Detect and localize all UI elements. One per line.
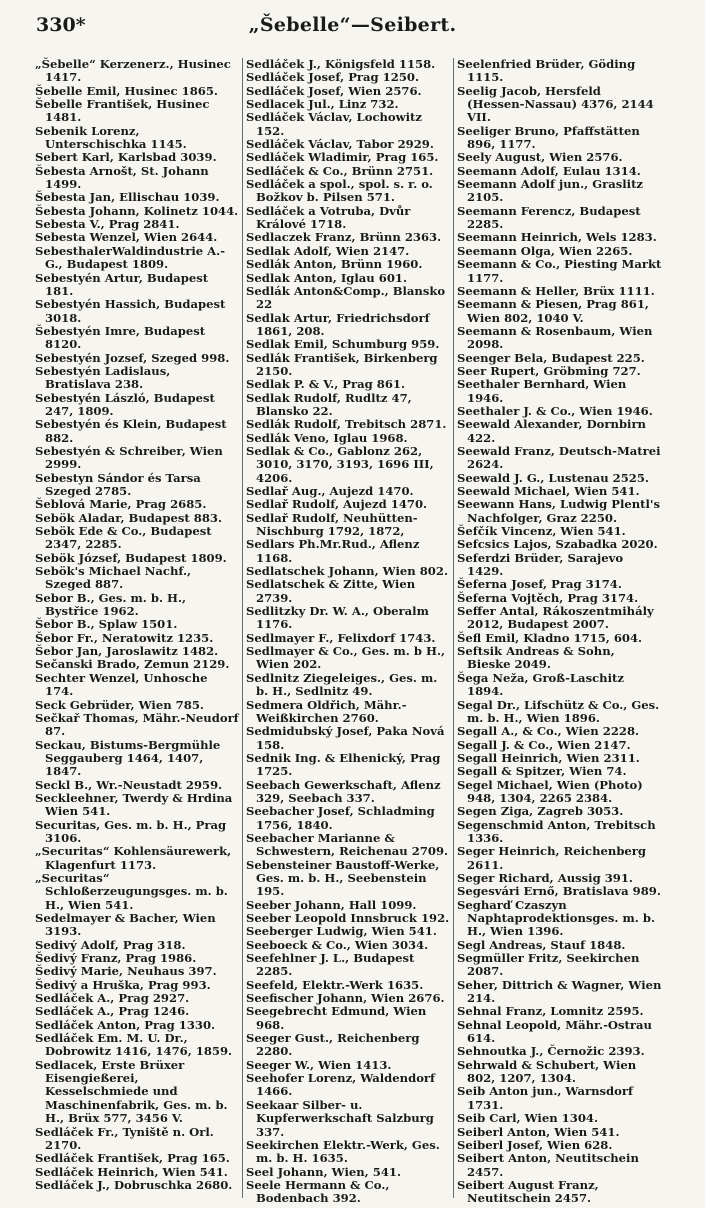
directory-entry: Seemann & Rosenbaum, Wien 2098. — [457, 323, 653, 352]
directory-entry: Seewald Franz, Deutsch-Matrei 2624. — [457, 443, 661, 472]
directory-entry: Seger Heinrich, Reichenberg 2611. — [457, 844, 647, 872]
directory-entry: Sedláček a Votruba, Dvůr Králové 1718. — [246, 203, 411, 232]
directory-entry: Sebert Karl, Karlsbad 3039. — [35, 150, 217, 165]
directory-entry: Sedláček Václav, Tabor 2929. — [246, 137, 434, 152]
directory-entry: Sechter Wenzel, Unhosche 174. — [35, 670, 208, 699]
directory-entry: Sebensteiner Baustoff-Werke, Ges. m. b. H., Seebenstein 195. — [246, 857, 440, 899]
directory-entry: Segesvári Ernő, Bratislava 989. — [457, 884, 661, 899]
directory-entry: Sedlak Rudolf, Rudltz 47, Blansko 22. — [246, 390, 412, 418]
directory-entry: Seckau, Bistums-Bergmühle Seggauberg 1464, 1407, 1847. — [35, 737, 221, 779]
column-right — [454, 57, 665, 1206]
directory-entry: Sedmidubský Josef, Paka Nová 158. — [246, 724, 445, 752]
directory-entry: Sedlak Emil, Schumburg 959. — [246, 337, 440, 352]
directory-entry: Sedlatschek & Zitte, Wien 2739. — [246, 577, 416, 605]
directory-entry: „Securitas“ Schloßerzeugungsges. m. b. H., Wien 541. — [35, 870, 228, 912]
directory-entry: Sebesta Wenzel, Wien 2644. — [35, 230, 218, 245]
directory-entry: Seebach Gewerkschaft, Aflenz 329, Seebach 337. — [246, 777, 441, 805]
directory-entry: Seele Hermann & Co., Bodenbach 392. — [246, 1177, 390, 1206]
directory-entry: Šefčík Vincenz, Wien 541. — [457, 524, 626, 539]
directory-entry: Seib Carl, Wien 1304. — [457, 1111, 598, 1126]
directory-entry: Segenschmid Anton, Trebitsch 1336. — [457, 817, 656, 845]
directory-entry: Seelenfried Brüder, Göding 1115. — [457, 57, 636, 85]
directory-entry: Seefeld, Elektr.-Werk 1635. — [246, 977, 424, 992]
directory-entry: Segl Andreas, Stauf 1848. — [457, 937, 626, 952]
page-title: „Šebelle“—Seibert. — [248, 14, 457, 36]
directory-entry: Seckleehner, Twerdy & Hrdina Wien 541. — [35, 790, 233, 819]
directory-entry: Sedelmayer & Bacher, Wien 3193. — [35, 911, 216, 939]
directory-entry: Seibert Anton, Neutitschein 2457. — [457, 1151, 639, 1179]
directory-entry: Seiberl Anton, Wien 541. — [457, 1124, 620, 1139]
directory-entry: Sebestyén Artur, Budapest 181. — [35, 270, 209, 298]
directory-entry: Sedlák Rudolf, Trebitsch 2871. — [246, 417, 447, 432]
directory-entry: Šebesta Arnošt, St. Johann 1499. — [35, 163, 209, 192]
directory-entry: SebesthalerWaldindustrie A.-G., Budapest 1809. — [35, 243, 225, 272]
directory-entry: Seeger W., Wien 1413. — [246, 1057, 392, 1072]
directory-entry: Seel Johann, Wien, 541. — [246, 1164, 401, 1179]
directory-entry: Sebestyn Sándor és Tarsa Szeged 2785. — [35, 470, 201, 498]
directory-entry: Seebacher Josef, Schladming 1756, 1840. — [246, 804, 435, 832]
directory-entry: Sedlák Veno, Iglau 1968. — [246, 430, 408, 445]
directory-entry: Segmüller Fritz, Seekirchen 2087. — [457, 951, 640, 979]
directory-entry: Sedláček J., Königsfeld 1158. — [246, 57, 436, 71]
directory-entry: Seeger Gust., Reichenberg 2280. — [246, 1031, 420, 1059]
directory-entry: Sedmera Oldřich, Mähr.-Weißkirchen 2760. — [246, 697, 407, 725]
directory-entry: Seewald J. G., Lustenau 2525. — [457, 470, 649, 485]
directory-entry: Seger Richard, Aussig 391. — [457, 870, 633, 885]
directory-entry: Sečkař Thomas, Mähr.-Neudorf 87. — [35, 710, 239, 739]
column-left — [32, 58, 243, 1198]
directory-entry: Sebesta V., Prag 2841. — [35, 217, 180, 232]
directory-entry: Šebor Fr., Neratowitz 1235. — [35, 630, 214, 645]
directory-entry: Seemann Adolf, Eulau 1314. — [457, 163, 641, 178]
directory-entry: „Securitas“ Kohlensäurewerk, Klagenfurt 1173. — [35, 844, 232, 872]
directory-entry: Sedlitzky Dr. W. A., Oberalm 1176. — [246, 604, 429, 632]
directory-entry: Seemann & Piesen, Prag 861, Wien 802, 1040 V. — [457, 297, 649, 325]
directory-entry: Seeber Leopold Innsbruck 192. — [246, 911, 450, 925]
directory-entry: Seethaler Bernhard, Wien 1946. — [457, 377, 627, 405]
directory-entry: Seely August, Wien 2576. — [457, 150, 623, 165]
directory-entry: Sedlak & Co., Gablonz 262, 3010, 3170, 3193, 1696 III, 4206. — [246, 443, 434, 485]
directory-entry: Seemann & Heller, Brüx 1111. — [457, 283, 655, 298]
directory-entry: „Šebelle“ Kerzenerz., Husinec 1417. — [35, 57, 231, 85]
directory-entry: Sehnoutka J., Černožic 2393. — [457, 1044, 645, 1059]
directory-entry: Sebestyén Ladislaus, Bratislava 238. — [35, 363, 171, 392]
directory-entry: Šebor Jan, Jaroslawitz 1482. — [35, 644, 219, 659]
directory-entry: Sebenik Lorenz, Unterschischka 1145. — [35, 123, 187, 152]
directory-entry: Sedlacek, Erste Brüxer Eisengießerei, Kesselschmiede und Maschinenfabrik, Ges. m. b. H., Brüx 577, 3456 V. — [35, 1057, 228, 1126]
directory-entry: Šefl Emil, Kladno 1715, 604. — [457, 630, 643, 645]
directory-entry: Šebelle Emil, Husinec 1865. — [35, 83, 218, 98]
directory-entry: Seehofer Lorenz, Waldendorf 1466. — [246, 1071, 436, 1099]
directory-entry: Seewann Hans, Ludwig Plentl's Nachfolger, Graz 2250. — [457, 497, 660, 525]
directory-entry: Sedláček J., Dobruschka 2680. — [35, 1177, 233, 1192]
directory-entry: Sedlaczek Franz, Brünn 2363. — [246, 230, 442, 245]
page-header — [0, 14, 705, 48]
directory-entry: Securitas, Ges. m. b. H., Prag 3106. — [35, 817, 227, 845]
directory-entry: Šedivý a Hruška, Prag 993. — [35, 977, 211, 992]
directory-entry: Sednik Ing. & Elhenický, Prag 1725. — [246, 750, 441, 779]
directory-entry: Sedlák Anton, Brünn 1960. — [246, 257, 423, 272]
directory-entry: Sebök József, Budapest 1809. — [35, 550, 227, 565]
directory-entry: Sedláček Josef, Wien 2576. — [246, 83, 422, 98]
directory-entry: Seekirchen Elektr.-Werk, Ges. m. b. H. 1635. — [246, 1137, 440, 1166]
directory-entry: Šeferna Vojtěch, Prag 3174. — [457, 590, 639, 605]
directory-entry: Segal Dr., Lifschütz & Co., Ges. m. b. H., Wien 1896. — [457, 697, 660, 725]
directory-entry: Sedlař Rudolf, Aujezd 1470. — [246, 497, 428, 512]
directory-entry: Seckl B., Wr.-Neustadt 2959. — [35, 777, 223, 792]
directory-entry: Sedláček Wladimir, Prag 165. — [246, 150, 439, 165]
directory-entry: Seefischer Johann, Wien 2676. — [246, 991, 445, 1006]
directory-entry: Seemann Olga, Wien 2265. — [457, 243, 633, 258]
directory-entry: Seegebrecht Edmund, Wien 968. — [246, 1004, 427, 1032]
directory-entry: Sedláček Fr., Tyniště n. Orl. 2170. — [35, 1124, 214, 1152]
directory-entry: Šebesta Jan, Ellischau 1039. — [35, 190, 220, 205]
directory-entry: Seiberl Josef, Wien 628. — [457, 1137, 613, 1152]
directory-entry: Sečanski Brado, Zemun 2129. — [35, 657, 230, 672]
directory-entry: Sedláček František, Prag 165. — [35, 1151, 230, 1166]
directory-entry: Šeblová Marie, Prag 2685. — [35, 497, 207, 512]
directory-entry: Šega Neža, Groß-Laschitz 1894. — [457, 670, 624, 699]
directory-entry: Sedlak Anton, Iglau 601. — [246, 270, 408, 285]
directory-entry: Šedivý Franz, Prag 1986. — [35, 951, 197, 966]
directory-entry: Sedláček Václav, Lochowitz 152. — [246, 110, 422, 138]
directory-entry: Segall Heinrich, Wien 2311. — [457, 750, 640, 765]
directory-entry: Sedláček A., Prag 2927. — [35, 991, 190, 1006]
directory-entry: Seftsik Andreas & Sohn, Bieske 2049. — [457, 644, 615, 672]
directory-entry: Seeboeck & Co., Wien 3034. — [246, 937, 429, 952]
directory-entry: Seewald Michael, Wien 541. — [457, 484, 640, 498]
directory-entry: Seibert August Franz, Neutitschein 2457. — [457, 1177, 599, 1206]
directory-entry: Sedlák Anton&Comp., Blansko 22 — [246, 283, 446, 312]
directory-entry: Sedlacek Jul., Linz 732. — [246, 97, 399, 112]
directory-entry: Sedláček Heinrich, Wien 541. — [35, 1164, 228, 1179]
directory-entry: Sebök Ede & Co., Budapest 2347, 2285. — [35, 524, 212, 552]
directory-entry: Seeliger Bruno, Pfaffstätten 896, 1177. — [457, 123, 640, 152]
directory-entry: Sehrwald & Schubert, Wien 802, 1207, 1304. — [457, 1057, 637, 1086]
directory-entry: Sedlak P. & V., Prag 861. — [246, 377, 406, 392]
directory-entry: Sedláček Josef, Prag 1250. — [246, 70, 419, 85]
directory-entry: Segharď Czaszyn Naphtaprodektionsges. m. b. H., Wien 1396. — [457, 897, 655, 939]
directory-entry: Sebestyén Hassich, Budapest 3018. — [35, 297, 226, 325]
directory-entry: Sedláček & Co., Brünn 2751. — [246, 163, 434, 178]
directory-entry: Segall J. & Co., Wien 2147. — [457, 737, 631, 752]
page-number: 330* — [36, 14, 86, 36]
directory-entry: Sedlař Aug., Aujezd 1470. — [246, 484, 414, 498]
directory-entry: Sebök Aladar, Budapest 883. — [35, 510, 223, 525]
directory-entry: Segall & Spitzer, Wien 74. — [457, 764, 627, 779]
directory-entry: Segall A., & Co., Wien 2228. — [457, 724, 640, 739]
directory-entry: Seeberger Ludwig, Wien 541. — [246, 924, 437, 939]
directory-entry: Sedláček Anton, Prag 1330. — [35, 1017, 216, 1032]
directory-entry: Sefcsics Lajos, Szabadka 2020. — [457, 537, 658, 552]
directory-entry: Sedlak Artur, Friedrichsdorf 1861, 208. — [246, 310, 430, 338]
directory-entry: Seelig Jacob, Hersfeld (Hessen-Nassau) 4376, 2144 VII. — [457, 83, 654, 125]
directory-entry: Sedivý Adolf, Prag 318. — [35, 937, 186, 952]
directory-entry: Sedláček A., Prag 1246. — [35, 1004, 190, 1019]
directory-entry: Seeber Johann, Hall 1099. — [246, 897, 417, 912]
directory-entry: Seemann Adolf jun., Graslitz 2105. — [457, 177, 644, 205]
directory-entry: Sebök's Michael Nachf., Szeged 887. — [35, 564, 192, 592]
directory-entry: Seenger Bela, Budapest 225. — [457, 350, 645, 365]
directory-entry: Seekaar Silber- u. Kupferwerkschaft Salzburg 337. — [246, 1097, 434, 1139]
directory-entry: Seebacher Marianne & Schwestern, Reichenau 2709. — [246, 830, 449, 859]
directory-entry: Sebestyén és Klein, Budapest 882. — [35, 417, 227, 445]
directory-entry: Seewald Alexander, Dornbirn 422. — [457, 417, 646, 445]
directory-entry: Sedlatschek Johann, Wien 802. — [246, 564, 448, 579]
directory-entry: Segen Ziga, Zagreb 3053. — [457, 804, 624, 819]
directory-entry: Šebesta Johann, Kolinetz 1044. — [35, 203, 239, 218]
directory-entry: Sedlák František, Birkenberg 2150. — [246, 350, 438, 378]
directory-entry: Sebestyén László, Budapest 247, 1809. — [35, 390, 215, 418]
directory-entry: Seib Anton jun., Warnsdorf 1731. — [457, 1084, 633, 1112]
directory-entry: Seemann & Co., Piesting Markt 1177. — [457, 257, 662, 285]
directory-entry: Sebor B., Ges. m. b. H., Bystřice 1962. — [35, 590, 187, 619]
directory-entry: Sebestyén & Schreiber, Wien 2999. — [35, 443, 223, 472]
directory-entry: Šebor B., Splaw 1501. — [35, 617, 178, 632]
directory-entry: Sedlmayer & Co., Ges. m. b H., Wien 202. — [246, 644, 446, 672]
directory-entry: Seer Rupert, Gröbming 727. — [457, 363, 641, 378]
column-middle — [243, 57, 454, 1206]
directory-entry: Sedlmayer F., Felixdorf 1743. — [246, 630, 436, 645]
directory-entry: Seethaler J. & Co., Wien 1946. — [457, 403, 653, 418]
directory-entry: Seemann Heinrich, Wels 1283. — [457, 230, 657, 245]
columns — [32, 57, 676, 1206]
directory-entry: Sedlař Rudolf, Neuhütten-Nischburg 1792, 1872, — [246, 510, 418, 539]
directory-entry: Seck Gebrüder, Wien 785. — [35, 697, 204, 712]
directory-entry: Sehnal Franz, Lomnitz 2595. — [457, 1004, 644, 1019]
directory-entry: Seher, Dittrich & Wagner, Wien 214. — [457, 977, 662, 1006]
directory-entry: Seemann Ferencz, Budapest 2285. — [457, 203, 641, 232]
directory-entry: Šebelle František, Husinec 1481. — [35, 97, 210, 125]
directory-entry: Sedláček Em. M. U. Dr., Dobrowitz 1416, 1476, 1859. — [35, 1031, 233, 1059]
directory-entry: Sehnal Leopold, Mähr.-Ostrau 614. — [457, 1017, 652, 1046]
directory-entry: Seferdzi Brüder, Sarajevo 1429. — [457, 550, 624, 579]
directory-entry: Šeferna Josef, Prag 3174. — [457, 577, 622, 592]
directory-entry: Sedláček a spol., spol. s. r. o. Božkov b. Pilsen 571. — [246, 177, 433, 205]
directory-entry: Šedivý Marie, Neuhaus 397. — [35, 964, 217, 979]
directory-entry: Seffer Antal, Rákoszentmihály 2012, Budapest 2007. — [457, 604, 654, 632]
directory-entry: Sebestyén Jozsef, Szeged 998. — [35, 350, 230, 365]
directory-entry: Seefehlner J. L., Budapest 2285. — [246, 951, 415, 979]
directory-entry: Sedlak Adolf, Wien 2147. — [246, 243, 410, 258]
directory-entry: Sedlnitz Ziegeleiges., Ges. m. b. H., Sedlnitz 49. — [246, 670, 438, 699]
directory-entry: Sedlars Ph.Mr.Rud., Aflenz 1168. — [246, 537, 420, 565]
directory-entry: Šebestyén Imre, Budapest 8120. — [35, 323, 206, 352]
directory-entry: Segel Michael, Wien (Photo) 948, 1304, 2265 2384. — [457, 777, 643, 805]
